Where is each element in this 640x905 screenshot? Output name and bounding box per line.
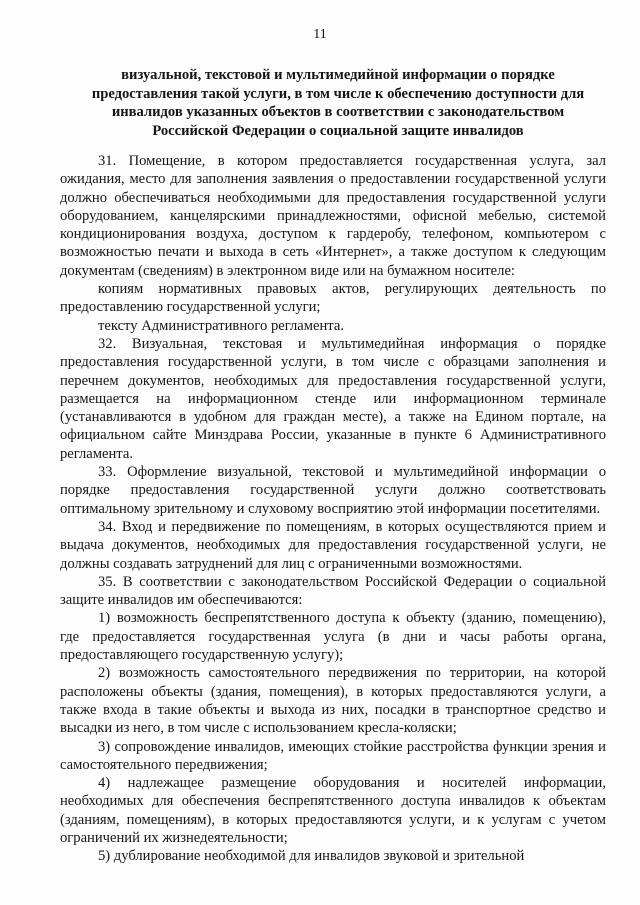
paragraph-34: 34. Вход и передвижение по помещениям, в которых осуществляются прием и выдача документов, необходимых для предоставления государственной услуги, не должны создавать затруднений для лиц с ограниченными возможностями. [60, 518, 606, 572]
subitem-4: 4) надлежащее размещение оборудования и носителей информации, необходимых для обеспечения беспрепятственного доступа инвалидов к объектам (зданиям, помещениям), в которых предоставляются услуги, и к услугам с учетом ограничений их жизнедеятельности; [60, 775, 606, 846]
page-number: 11 [313, 27, 327, 42]
heading-line: Российской Федерации о социальной защите инвалидов [152, 122, 524, 139]
subitem-1: 1) возможность беспрепятственного доступа к объекту (зданию, помещению), где предоставляется государственная услуга (в дни и часы работы органа, предоставляющего государственную услугу); [60, 610, 606, 664]
paragraph-35: 35. В соответствии с законодательством Российской Федерации о социальной защите инвалидов им обеспечиваются: [60, 573, 606, 609]
subitem-5: 5) дублирование необходимой для инвалидов звуковой и зрительной [98, 848, 525, 865]
paragraph-33: 33. Оформление визуальной, текстовой и мультимедийной информации о порядке предоставления государственной услуги должно соответствовать оптимальному зрительному и слуховому восприятию этой информации посетителями. [60, 464, 606, 517]
heading-line: предоставления такой услуги, в том числе к обеспечению доступности для [91, 85, 585, 102]
paragraph-32: 32. Визуальная, текстовая и мультимедийная информация о порядке предоставления государственной услуги, в том числе с образцами заполнения и перечнем документов, необходимых для предоставления государственной услуги, размещается на информационном стенде или информационном терминале (устанавливаются в удобном для граждан месте), а также на Едином портале, на официальном сайте Минздрава России, указанные в пункте 6 Административного регламента. [60, 335, 606, 462]
paragraph-31: 31. Помещение, в котором предоставляется государственная услуга, зал ожидания, место для заполнения заявления о предоставлении государственной услуги должно обеспечиваться необходимыми для предоставления государственной услуги оборудованием, канцелярскими принадлежностями, офисной мебелью, системой кондиционирования воздуха, доступом к гардеробу, телефоном, компьютером с возможностью печати и выхода в сеть «Интернет», а также доступом к следующим документам (сведениям) в электронном виде или на бумажном носителе: [60, 153, 606, 279]
subitem-3: 3) сопровождение инвалидов, имеющих стойкие расстройства функции зрения и самостоятельного передвижения; [60, 738, 606, 773]
subitem-2: 2) возможность самостоятельного передвижения по территории, на которой расположены объекты (здания, помещения), в которых предоставляются услуги, а также входа в такие объекты и выхода из них, посадки в транспортное средство и высадки из него, в том числе с использованием кресла-коляски; [60, 665, 606, 737]
heading-line: инвалидов указанных объектов в соответствии с законодательством [111, 104, 565, 120]
list-item-copies-of-acts: копиям нормативных правовых актов, регулирующих деятельность по предоставлению государственной услуги; [60, 281, 606, 316]
list-item-regulation-text: тексту Административного регламента. [98, 317, 344, 334]
heading-line: визуальной, текстовой и мультимедийной информации о порядке [121, 67, 555, 83]
body-text [60, 152, 606, 866]
section-heading [60, 66, 616, 140]
